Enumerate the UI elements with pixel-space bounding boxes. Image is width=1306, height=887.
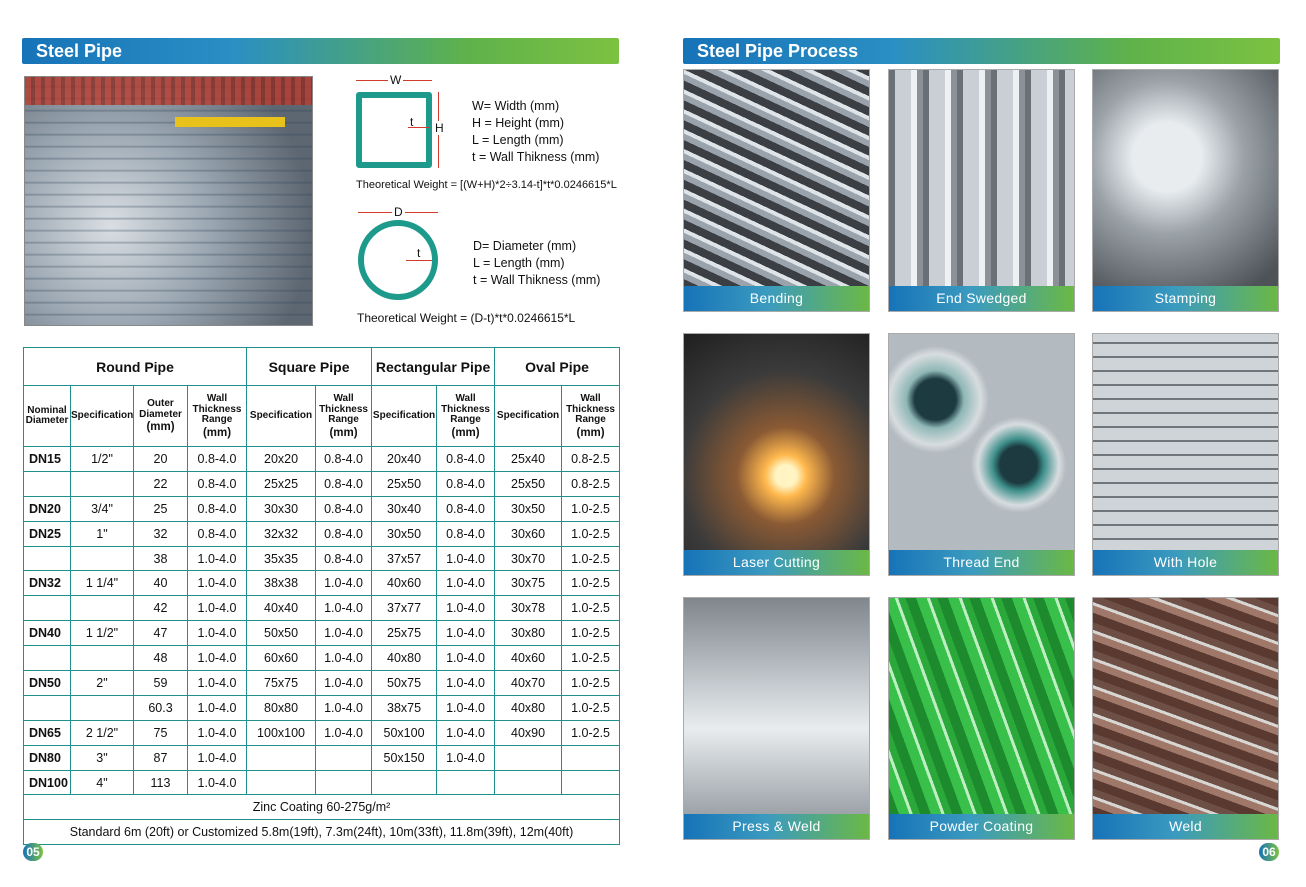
process-tile [888,333,1075,576]
oval-pipe-header: Oval Pipe [495,348,620,386]
table-cell [562,770,620,795]
process-photo [1093,334,1278,552]
table-cell: 1.0-2.5 [562,546,620,571]
standard-length-row: Standard 6m (20ft) or Customized 5.8m(19ft), 7.3m(24ft), 10m(33ft), 11.8m(39ft), 12m(40ft) [24,820,620,845]
specification-header: Specification [247,386,316,447]
table-cell: 40x90 [495,720,562,745]
table-cell: 0.8-2.5 [562,447,620,472]
table-cell: 30x75 [495,571,562,596]
crane-girder [25,77,312,105]
square-section-shape [356,92,432,168]
round-pipe-header: Round Pipe [24,348,247,386]
table-cell: 1.0-2.5 [562,596,620,621]
specification-header: Specification [71,386,134,447]
table-cell: 113 [134,770,188,795]
wall-thickness-header: Wall Thickness Range (mm) [316,386,372,447]
square-definitions [472,98,599,166]
table-cell [24,596,71,621]
table-cell: 30x50 [495,496,562,521]
table-row [24,745,620,770]
table-cell: 1.0-4.0 [188,720,247,745]
table-cell [71,471,134,496]
table-cell: 75 [134,720,188,745]
table-cell: 0.8-4.0 [437,447,495,472]
table-cell: 59 [134,671,188,696]
diameter-letter: D [394,205,403,219]
table-cell: 38x38 [247,571,316,596]
table-cell [316,770,372,795]
table-cell [24,546,71,571]
process-photo [1093,598,1278,816]
table-cell: DN32 [24,571,71,596]
process-photo [684,70,869,288]
table-cell: 0.8-4.0 [316,447,372,472]
table-cell: 1.0-2.5 [562,720,620,745]
process-caption: Thread End [889,550,1074,575]
steel-pipe-banner: Steel Pipe [22,38,619,64]
nominal-diameter-header: Nominal Diameter [24,386,71,447]
table-cell: 0.8-4.0 [316,496,372,521]
definition-line: D= Diameter (mm) [473,239,577,253]
process-caption: With Hole [1093,550,1278,575]
table-row [24,571,620,596]
process-caption: Laser Cutting [684,550,869,575]
table-cell: 1.0-4.0 [437,571,495,596]
table-cell: 2" [71,671,134,696]
table-cell [24,471,71,496]
square-pipe-header: Square Pipe [247,348,372,386]
lifting-beam [175,117,285,127]
table-cell: 1.0-4.0 [188,745,247,770]
table-cell: 1 1/2" [71,621,134,646]
definition-line: L = Length (mm) [472,133,564,147]
table-cell: 20 [134,447,188,472]
table-cell: 20x40 [372,447,437,472]
process-photo [684,334,869,552]
table-cell: 1.0-4.0 [437,546,495,571]
process-photo [684,598,869,816]
process-tile [683,333,870,576]
process-caption: End Swedged [889,286,1074,311]
process-photo [889,70,1074,288]
table-cell: 50x150 [372,745,437,770]
table-cell: 1.0-4.0 [316,596,372,621]
table-cell: 48 [134,646,188,671]
definition-line: W= Width (mm) [472,99,560,113]
process-caption: Powder Coating [889,814,1074,839]
table-cell: 0.8-4.0 [188,447,247,472]
table-cell [24,695,71,720]
table-cell [316,745,372,770]
table-cell: DN65 [24,720,71,745]
table-cell: 30x40 [372,496,437,521]
table-cell [71,546,134,571]
outer-diameter-header: Outer Diameter (mm) [134,386,188,447]
definition-line: L = Length (mm) [473,256,565,270]
zinc-coating-row: Zinc Coating 60-275g/m² [24,795,620,820]
table-cell: DN80 [24,745,71,770]
table-cell [71,596,134,621]
table-cell [372,770,437,795]
thickness-arrow [406,260,432,261]
table-cell: 1.0-4.0 [188,571,247,596]
table-cell [71,646,134,671]
thickness-letter: t [417,246,421,260]
table-cell: 1.0-4.0 [188,695,247,720]
table-cell: DN50 [24,671,71,696]
table-cell: 1.0-4.0 [188,596,247,621]
table-cell: 38 [134,546,188,571]
table-cell [495,770,562,795]
galvanized-pipe-stack-photo [24,76,313,326]
table-cell: 40x80 [372,646,437,671]
table-cell: 50x50 [247,621,316,646]
table-cell: 32 [134,521,188,546]
table-cell: 0.8-4.0 [188,521,247,546]
table-cell: 1.0-2.5 [562,671,620,696]
table-cell: 25x50 [372,471,437,496]
process-tile [683,69,870,312]
table-cell: 1.0-4.0 [188,546,247,571]
process-tile [888,69,1075,312]
table-cell: 75x75 [247,671,316,696]
table-cell: 1.0-4.0 [188,621,247,646]
page-number-right: 06 [1259,843,1279,861]
table-cell: 38x75 [372,695,437,720]
table-cell: 0.8-4.0 [437,496,495,521]
definition-line: t = Wall Thikness (mm) [473,273,601,287]
table-cell: 0.8-4.0 [437,521,495,546]
round-definitions [473,238,600,289]
table-cell: 30x30 [247,496,316,521]
table-cell [24,646,71,671]
table-cell: 1.0-2.5 [562,695,620,720]
table-cell: 25x25 [247,471,316,496]
process-caption: Bending [684,286,869,311]
table-cell: DN40 [24,621,71,646]
table-cell: 4" [71,770,134,795]
table-cell: 1.0-4.0 [437,720,495,745]
process-tile [1092,333,1279,576]
table-row [24,521,620,546]
table-cell: 37x77 [372,596,437,621]
table-cell [247,745,316,770]
table-cell: 1.0-4.0 [437,671,495,696]
process-photo [889,334,1074,552]
table-cell: 1.0-4.0 [188,671,247,696]
table-cell: 0.8-2.5 [562,471,620,496]
table-cell: 1" [71,521,134,546]
table-row [24,720,620,745]
table-cell: 25x75 [372,621,437,646]
table-cell: 20x20 [247,447,316,472]
table-cell: 1.0-4.0 [437,646,495,671]
specification-header: Specification [495,386,562,447]
process-caption: Stamping [1093,286,1278,311]
process-photo [1093,70,1278,288]
definition-line: t = Wall Thikness (mm) [472,150,600,164]
table-row [24,471,620,496]
table-cell: 100x100 [247,720,316,745]
table-cell: 60x60 [247,646,316,671]
table-cell: 40 [134,571,188,596]
table-row [24,646,620,671]
thickness-letter: t [410,115,414,129]
process-tile [1092,597,1279,840]
wall-thickness-header: Wall Thickness Range (mm) [437,386,495,447]
table-cell [562,745,620,770]
table-row [24,496,620,521]
table-cell: 42 [134,596,188,621]
table-cell: 1.0-4.0 [316,695,372,720]
table-cell: 3/4" [71,496,134,521]
table-cell: 87 [134,745,188,770]
table-cell: 32x32 [247,521,316,546]
wall-thickness-header: Wall Thickness Range (mm) [562,386,620,447]
process-photo [889,598,1074,816]
table-cell: 22 [134,471,188,496]
table-cell: 1.0-4.0 [437,596,495,621]
table-cell: 1/2" [71,447,134,472]
table-cell: 1.0-4.0 [316,671,372,696]
table-row [24,596,620,621]
table-cell: 1.0-4.0 [437,695,495,720]
table-cell: DN20 [24,496,71,521]
process-tile [683,597,870,840]
process-tile [888,597,1075,840]
width-letter: W [390,73,402,87]
definition-line: H = Height (mm) [472,116,565,130]
table-cell: 2 1/2" [71,720,134,745]
table-cell: 1.0-4.0 [437,621,495,646]
table-cell: 80x80 [247,695,316,720]
table-cell: 1.0-2.5 [562,646,620,671]
height-letter: H [435,121,444,135]
table-cell: 0.8-4.0 [437,471,495,496]
table-row [24,621,620,646]
table-cell: 40x80 [495,695,562,720]
table-cell: DN100 [24,770,71,795]
table-cell: 1.0-2.5 [562,496,620,521]
table-row [24,546,620,571]
steel-pipe-process-banner: Steel Pipe Process [683,38,1280,64]
table-cell: 30x60 [495,521,562,546]
table-cell: 30x78 [495,596,562,621]
rectangular-pipe-header: Rectangular Pipe [372,348,495,386]
table-cell [247,770,316,795]
table-cell: 30x70 [495,546,562,571]
page-number-left: 05 [23,843,43,861]
table-cell: DN15 [24,447,71,472]
table-cell [71,695,134,720]
table-cell: 1.0-4.0 [316,646,372,671]
table-cell: 1.0-4.0 [437,745,495,770]
specification-header: Specification [372,386,437,447]
process-caption: Weld [1093,814,1278,839]
table-cell: 0.8-4.0 [316,546,372,571]
table-cell: 25 [134,496,188,521]
table-cell: 47 [134,621,188,646]
table-cell: 37x57 [372,546,437,571]
table-cell: 25x40 [495,447,562,472]
table-cell: 1.0-4.0 [316,621,372,646]
table-cell: 60.3 [134,695,188,720]
table-cell: 0.8-4.0 [188,471,247,496]
table-cell: 3" [71,745,134,770]
table-cell: 50x100 [372,720,437,745]
table-cell: 1.0-2.5 [562,571,620,596]
table-cell: 40x60 [495,646,562,671]
table-cell: 35x35 [247,546,316,571]
table-cell: 40x60 [372,571,437,596]
table-cell: 1.0-4.0 [188,770,247,795]
square-weight-formula: Theoretical Weight = [(W+H)*2÷3.14-t]*t*0.0246615*L [356,179,617,191]
table-cell: 40x40 [247,596,316,621]
table-body [24,447,620,795]
table-cell: 25x50 [495,471,562,496]
table-cell [437,770,495,795]
table-cell: 50x75 [372,671,437,696]
table-cell: 30x50 [372,521,437,546]
table-row [24,770,620,795]
table-cell: 1.0-4.0 [316,720,372,745]
table-cell: 1.0-2.5 [562,621,620,646]
table-cell [495,745,562,770]
process-tile [1092,69,1279,312]
table-cell: 0.8-4.0 [316,521,372,546]
table-cell: 30x80 [495,621,562,646]
table-cell: 0.8-4.0 [188,496,247,521]
process-caption: Press & Weld [684,814,869,839]
table-row [24,695,620,720]
table-cell: 1 1/4" [71,571,134,596]
round-weight-formula: Theoretical Weight = (D-t)*t*0.0246615*L [357,311,576,325]
table-cell: 1.0-4.0 [188,646,247,671]
wall-thickness-header: Wall Thickness Range (mm) [188,386,247,447]
table-cell: 1.0-4.0 [316,571,372,596]
table-cell: 1.0-2.5 [562,521,620,546]
table-cell: 40x70 [495,671,562,696]
table-cell: 0.8-4.0 [316,471,372,496]
table-row [24,447,620,472]
pipe-specification-table [23,347,620,845]
table-row [24,671,620,696]
table-cell: DN25 [24,521,71,546]
